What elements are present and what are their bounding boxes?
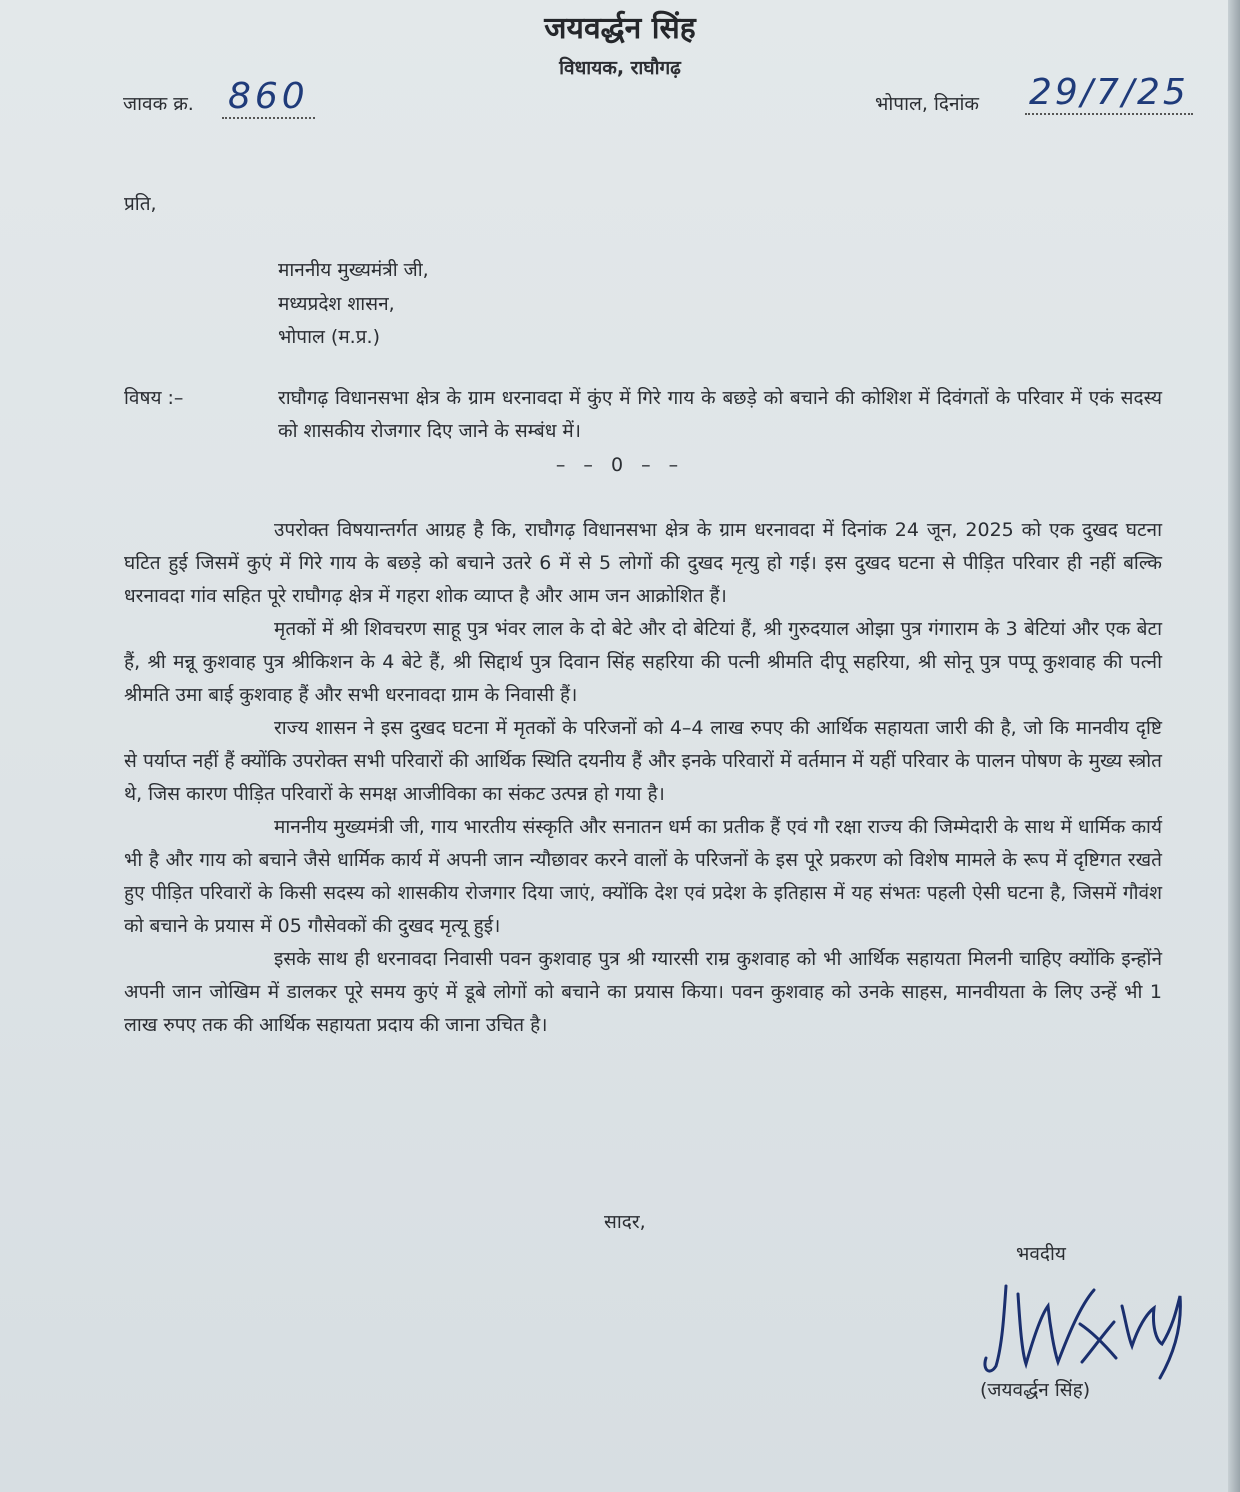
addressee-line: भोपाल (म.प्र.)	[278, 326, 380, 348]
section-divider: – – 0 – –	[555, 454, 685, 476]
signatory-name: (जयवर्द्धन सिंह)	[980, 1379, 1091, 1401]
body-paragraph: मृतकों में श्री शिवचरण साहू पुत्र भंवर लाल के दो बेटे और दो बेटियां हैं, श्री गुरुदयाल ओझा पुत्र गंगाराम के 3 बेटियां और एक बेटा हैं, श्री मन्नू कुशवाह पुत्र श्रीकिशन के 4 बेटे हैं, श्री सिद्दार्थ पुत्र दिवान सिंह सहरिया की पत्नी श्रीमति दीपू सहरिया, श्री सोनू पुत्र पप्पू कुशवाह की पत्नी श्रीमति उमा बाई कुशवाह हैं और सभी धरनावदा ग्राम के निवासी हैं।	[124, 618, 1162, 706]
handwritten-signature	[976, 1266, 1196, 1386]
page-edge-shadow	[1228, 0, 1240, 1492]
body-paragraph: इसके साथ ही धरनावदा निवासी पवन कुशवाह पुत्र श्री ग्यारसी राम्र कुशवाह को भी आर्थिक सहायता मिलनी चाहिए क्योंकि इन्होंने अपनी जान जोखिम में डालकर पूरे समय कुएं में डूबे लोगों को बचाने का प्रयास किया। पवन कुशवाह को उनके साहस, मानवीयता के लिए उन्हें भी 1 लाख रुपए तक की आर्थिक सहायता प्रदाय की जाना उचित है।	[124, 948, 1162, 1036]
body-paragraph: राज्य शासन ने इस दुखद घटना में मृतकों के परिजनों को 4–4 लाख रुपए की आर्थिक सहायता जारी की है, जो कि मानवीय दृष्टि से पर्याप्त नहीं हैं क्योंकि उपरोक्त सभी परिवारों की आर्थिक स्थिति दयनीय हैं और इनके परिवारों में वर्तमान में यहीं परिवार के पालन पोषण के मुख्य स्त्रोत थे, जिस कारण पीड़ित परिवारों के समक्ष आजीविका का संकट उत्पन्न हो गया है।	[124, 717, 1162, 805]
date-label: भोपाल, दिनांक	[875, 93, 980, 115]
valediction: भवदीय	[1016, 1243, 1066, 1265]
salutation: प्रति,	[124, 193, 157, 215]
body-paragraph: माननीय मुख्यमंत्री जी, गाय भारतीय संस्कृति और सनातन धर्म का प्रतीक हैं एवं गौ रक्षा राज्य की जिम्मेदारी के साथ में धार्मिक कार्य भी है और गाय को बचाने जैसे धार्मिक कार्य में अपनी जान न्यौछावर करने वालों के परिजनों के इस पूरे प्रकरण को विशेष मामले के रूप में दृष्टिगत रखते हुए पीड़ित परिवारों के किसी सदस्य को शासकीय रोजगार दिया जाएं, क्योंकि देश एवं प्रदेश के इतिहास में यह संभतः पहली ऐसी घटना है, जिसमें गौवंश को बचाने के प्रयास में 05 गौसेवकों की दुखद मृत्यू हुई।	[124, 816, 1162, 937]
letter-body	[124, 514, 1162, 1042]
body-paragraph: उपरोक्त विषयान्तर्गत आग्रह है कि, राघौगढ़ विधानसभा क्षेत्र के ग्राम धरनावदा में दिनांक 24 जून, 2025 को एक दुखद घटना घटित हुई जिसमें कुएं में गिरे गाय के बछड़े को बचाने उतरे 6 में से 5 लोगों की दुखद मृत्यु हो गई। इस दुखद घटना से पीड़ित परिवार ही नहीं बल्कि धरनावदा गांव सहित पूरे राघौगढ़ क्षेत्र में गहरा शोक व्याप्त है और आम जन आक्रोशित हैं।	[124, 519, 1162, 607]
subject-text: राघौगढ़ विधानसभा क्षेत्र के ग्राम धरनावदा में कुंए में गिरे गाय के बछड़े को बचाने की कोशिश में दिवंगतों के परिवार में एकं सदस्य को शासकीय रोजगार दिए जाने के सम्बंध में।	[278, 387, 1162, 442]
date-value: 29/7/25	[1025, 72, 1193, 115]
addressee-line: मध्यप्रदेश शासन,	[278, 293, 395, 315]
closing: सादर,	[604, 1211, 646, 1233]
reference-number: 860	[222, 76, 315, 119]
subject-label: विषय :–	[124, 387, 184, 409]
letterhead-name: जयवर्द्धन सिंह	[544, 11, 696, 46]
reference-label: जावक क्र.	[123, 93, 194, 115]
addressee-line: माननीय मुख्यमंत्री जी,	[278, 259, 429, 281]
letterhead-designation: विधायक, राघौगढ़	[559, 57, 681, 79]
